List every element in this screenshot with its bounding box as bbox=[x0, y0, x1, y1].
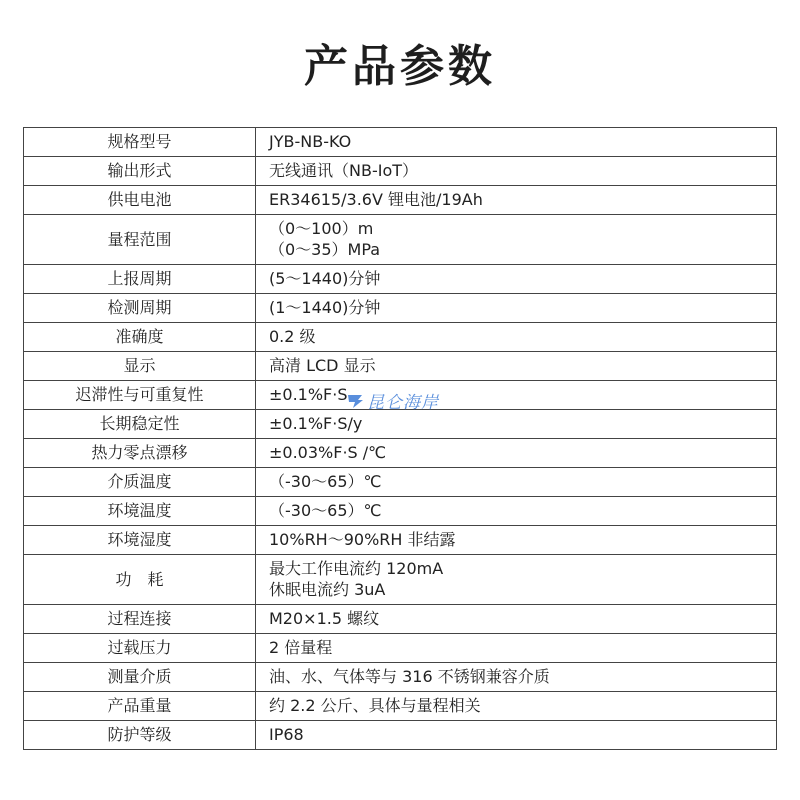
row-label: 环境湿度 bbox=[24, 526, 256, 555]
page-title: 产品参数 bbox=[304, 41, 496, 92]
row-value-line: M20×1.5 螺纹 bbox=[269, 609, 380, 628]
row-value bbox=[256, 634, 777, 663]
row-label: 测量介质 bbox=[24, 663, 256, 692]
row-value-line: （0～100）m bbox=[269, 219, 374, 238]
row-value-line: ER34615/3.6V 锂电池/19Ah bbox=[269, 190, 483, 209]
row-value bbox=[256, 692, 777, 721]
row-value bbox=[256, 381, 777, 410]
row-value-line: ±0.03%F·S /℃ bbox=[269, 443, 387, 462]
row-value-line: JYB-NB-KO bbox=[269, 132, 352, 151]
table-row bbox=[24, 439, 777, 468]
table-row bbox=[24, 692, 777, 721]
table-row bbox=[24, 215, 777, 265]
row-label: 供电电池 bbox=[24, 186, 256, 215]
row-value bbox=[256, 128, 777, 157]
row-label: 过载压力 bbox=[24, 634, 256, 663]
row-label: 功 耗 bbox=[24, 555, 256, 605]
row-value-line: 10%RH～90%RH 非结露 bbox=[269, 530, 456, 549]
row-value-line: 高清 LCD 显示 bbox=[269, 356, 376, 375]
row-value bbox=[256, 352, 777, 381]
watermark bbox=[346, 388, 439, 413]
row-value bbox=[256, 294, 777, 323]
table-row bbox=[24, 497, 777, 526]
table-row bbox=[24, 265, 777, 294]
row-value-line: 油、水、气体等与 316 不锈钢兼容介质 bbox=[269, 667, 550, 686]
row-value-line: ±0.1%F·S/y bbox=[269, 414, 363, 433]
row-label: 检测周期 bbox=[24, 294, 256, 323]
row-value-line: (1～1440)分钟 bbox=[269, 298, 381, 317]
row-value-line: （-30～65）℃ bbox=[269, 501, 382, 520]
table-row bbox=[24, 410, 777, 439]
table-row bbox=[24, 468, 777, 497]
table-row bbox=[24, 294, 777, 323]
table-row bbox=[24, 721, 777, 750]
logo-mark-icon bbox=[346, 392, 364, 410]
row-label: 规格型号 bbox=[24, 128, 256, 157]
spec-table-body bbox=[24, 128, 777, 750]
table-row bbox=[24, 605, 777, 634]
row-label: 输出形式 bbox=[24, 157, 256, 186]
row-value bbox=[256, 605, 777, 634]
row-value bbox=[256, 468, 777, 497]
row-label: 上报周期 bbox=[24, 265, 256, 294]
row-label: 防护等级 bbox=[24, 721, 256, 750]
row-label: 准确度 bbox=[24, 323, 256, 352]
table-row bbox=[24, 323, 777, 352]
row-label: 迟滞性与可重复性 bbox=[24, 381, 256, 410]
row-value-line: 约 2.2 公斤、具体与量程相关 bbox=[269, 696, 481, 715]
row-value-line: 休眠电流约 3uA bbox=[269, 580, 386, 599]
watermark-text: 昆仑海岸 bbox=[367, 393, 439, 413]
row-value bbox=[256, 663, 777, 692]
row-label: 显示 bbox=[24, 352, 256, 381]
row-label: 产品重量 bbox=[24, 692, 256, 721]
row-value bbox=[256, 526, 777, 555]
row-label: 环境温度 bbox=[24, 497, 256, 526]
row-value-line: ±0.1%F·S bbox=[269, 385, 348, 404]
table-row bbox=[24, 157, 777, 186]
table-row bbox=[24, 634, 777, 663]
row-value-line: （-30～65）℃ bbox=[269, 472, 382, 491]
row-value-line: （0～35）MPa bbox=[269, 240, 381, 259]
row-value bbox=[256, 721, 777, 750]
row-value bbox=[256, 157, 777, 186]
row-value bbox=[256, 323, 777, 352]
row-value-line: 最大工作电流约 120mA bbox=[269, 559, 444, 578]
row-value bbox=[256, 497, 777, 526]
row-label: 热力零点漂移 bbox=[24, 439, 256, 468]
row-value-line: IP68 bbox=[269, 725, 304, 744]
row-label: 过程连接 bbox=[24, 605, 256, 634]
row-value bbox=[256, 410, 777, 439]
table-row bbox=[24, 128, 777, 157]
row-value bbox=[256, 215, 777, 265]
row-label: 长期稳定性 bbox=[24, 410, 256, 439]
table-row bbox=[24, 526, 777, 555]
row-value bbox=[256, 186, 777, 215]
table-row bbox=[24, 555, 777, 605]
spec-table bbox=[23, 127, 777, 750]
table-row bbox=[24, 352, 777, 381]
row-value-line: 0.2 级 bbox=[269, 327, 316, 346]
row-value bbox=[256, 439, 777, 468]
row-label: 介质温度 bbox=[24, 468, 256, 497]
row-value bbox=[256, 555, 777, 605]
table-row bbox=[24, 186, 777, 215]
row-value-line: (5～1440)分钟 bbox=[269, 269, 381, 288]
row-value bbox=[256, 265, 777, 294]
row-label: 量程范围 bbox=[24, 215, 256, 265]
table-row bbox=[24, 663, 777, 692]
row-value-line: 2 倍量程 bbox=[269, 638, 333, 657]
row-value-line: 无线通讯（NB-IoT） bbox=[269, 161, 419, 180]
